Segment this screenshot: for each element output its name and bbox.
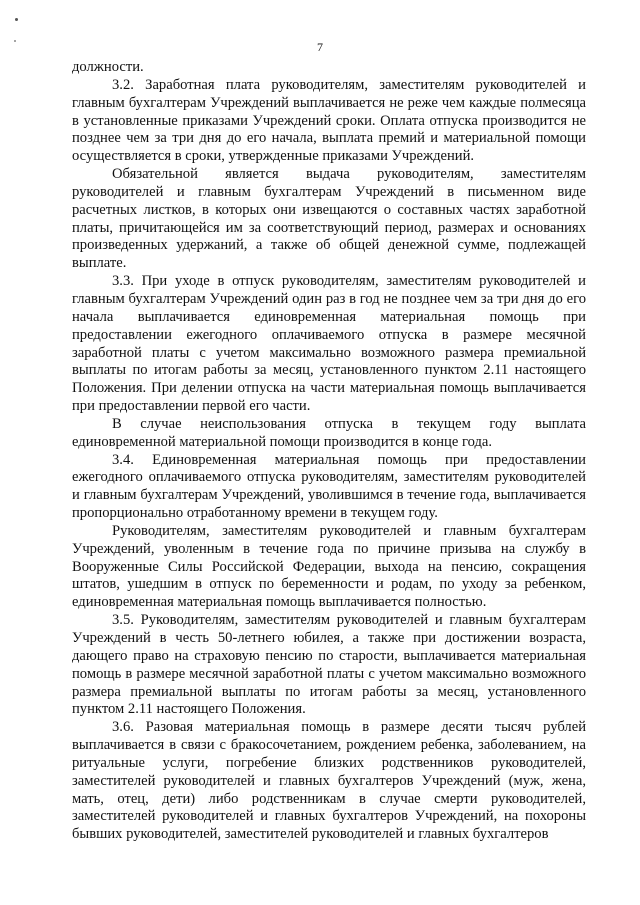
paragraph-3-4: 3.4. Единовременная материальная помощь при предоставлении ежегодного оплачиваемого отпуска руководителям, заместителям руководителей и главным бухгалтерам Учреждений, уволившимся в течение года, выплачивается пропорционально отработанному времени в текущем году. (72, 451, 586, 522)
paragraph-3-5: 3.5. Руководителям, заместителям руководителей и главным бухгалтерам Учреждений в честь 50-летнего юбилея, а также при достижении возраста, дающего право на страховую пенсию по старости, выплачивается материальная помощь в размере месячной заработной платы с учетом максимально возможного размера премиальной выплаты по итогам работы за месяц, установленного пунктом 2.11 настоящего Положения. (72, 612, 586, 718)
paragraph-3-3: 3.3. При уходе в отпуск руководителям, заместителям руководителей и главным бухгалтерам Учреждений один раз в год не позднее чем за три дня до его начала выплачивается единовременная материальная помощь при предоставлении ежегодного оплачиваемого отпуска в размере месячной заработной платы с учетом максимально возможного размера премиальной выплаты по итогам работы за месяц, установленного пунктом 2.11 настоящего Положения. При делении отпуска на части материальная помощь выплачивается при предоставлении первой его части. (72, 273, 586, 415)
document-body (72, 59, 586, 844)
paragraph-payslips: Обязательной является выдача руководителям, заместителям руководителей и главным бухгалтерам Учреждений в письменном виде расчетных листков, в которых они извещаются о составных частях заработной платы, причитающейся им за соответствующий период, размерах и основаниях произведенных удержаний, а также об общей денежной сумме, подлежащей выплате. (72, 166, 586, 272)
page-number: 7 (317, 40, 323, 54)
scan-speck (15, 18, 18, 21)
paragraph-3-2: 3.2. Заработная плата руководителям, заместителям руководителей и главным бухгалтерам Учреждений выплачивается не реже чем каждые полмесяца в установленные приказами Учреждений сроки. Оплата отпуска производится не позднее чем за три дня до его начала, выплата премий и материальной помощи осуществляется в сроки, утвержденные приказами Учреждений. (72, 76, 586, 165)
paragraph-dismissed: Руководителям, заместителям руководителей и главным бухгалтерам Учреждений, уволенным в течение года по причине призыва на службу в Вооруженные Силы Российской Федерации, выхода на пенсию, сокращения штатов, ушедшим в отпуск по беременности и родам, по уходу за ребенком, единовременная материальная помощь выплачивается полностью. (72, 522, 586, 611)
paragraph-unused-leave: В случае неиспользования отпуска в текущем году выплата единовременной материальной помощи производится в конце года. (72, 415, 586, 450)
paragraph-3-6: 3.6. Разовая материальная помощь в размере десяти тысяч рублей выплачивается в связи с бракосочетанием, рождением ребенка, заболеванием, на ритуальные услуги, погребение близких родственников руководителей, заместителей руководителей и главных бухгалтеров Учреждений (муж, жена, мать, отец, дети) либо родственникам в случае смерти руководителей, заместителей руководителей и главных бухгалтеров Учреждений, на похороны бывших руководителей, заместителей руководителей и главных бухгалтеров (72, 719, 586, 843)
paragraph-continuation: должности. (72, 59, 144, 75)
